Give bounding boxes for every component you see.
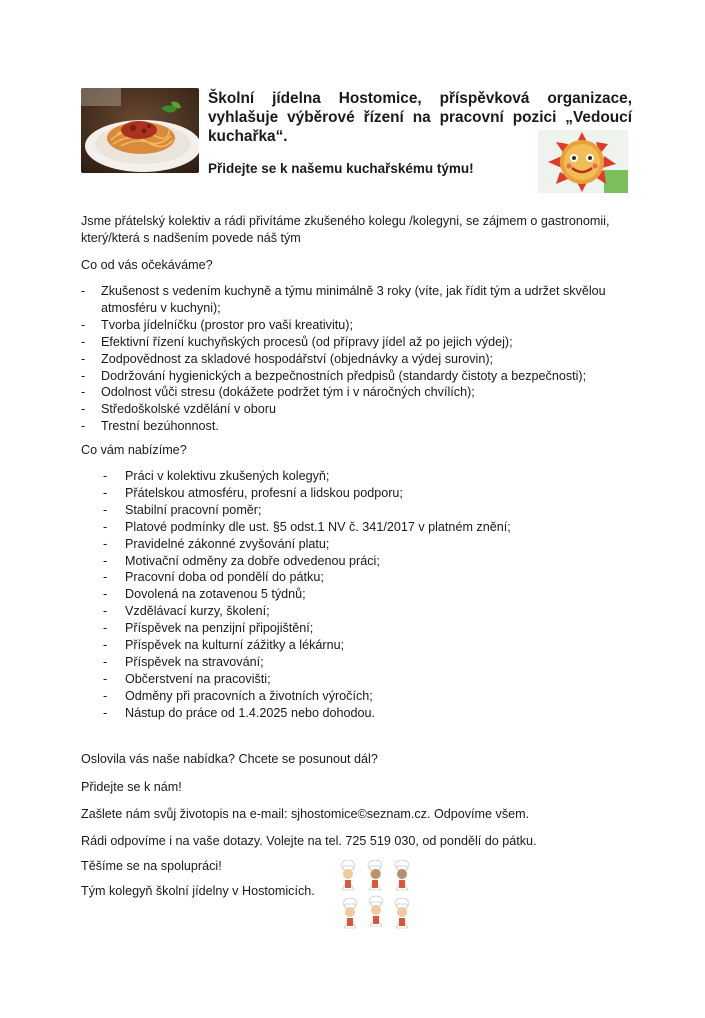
list-item: - Zodpovědnost za skladové hospodářství (objednávky a výdej surovin); [81, 351, 641, 368]
list-item: - Občerstvení na pracovišti; [101, 671, 621, 688]
list-item: - Motivační odměny za dobře odvedenou práci; [101, 553, 621, 570]
offer-heading: Co vám nabízíme? [81, 443, 187, 457]
list-item: - Přátelskou atmosféru, profesní a lidskou podporu; [101, 485, 621, 502]
list-item: - Platové podmínky dle ust. §5 odst.1 NV č. 341/2017 v platném znění; [101, 519, 621, 536]
list-item: - Pravidelné zákonné zvyšování platu; [101, 536, 621, 553]
list-item: - Tvorba jídelníčku (prostor pro vaši kreativitu); [81, 317, 641, 334]
closing-email: Zašlete nám svůj životopis na e-mail: sjhostomice©seznam.cz. Odpovíme všem. [81, 807, 530, 821]
closing-cooperation: Těšíme se na spolupráci! [81, 859, 222, 873]
list-item: - Práci v kolektivu zkušených kolegyň; [101, 468, 621, 485]
closing-phone: Rádi odpovíme i na vaše dotazy. Volejte na tel. 725 519 030, od pondělí do pátku. [81, 834, 537, 848]
list-item: - Stabilní pracovní poměr; [101, 502, 621, 519]
header-subtitle: Přidejte se k našemu kuchařskému týmu! [208, 161, 474, 176]
list-item: - Dovolená na zotavenou 5 týdnů; [101, 586, 621, 603]
list-item: - Středoškolské vzdělání v oboru [81, 401, 641, 418]
list-item: - Odměny při pracovních a životních výročích; [101, 688, 621, 705]
list-item: - Příspěvek na stravování; [101, 654, 621, 671]
closing-join: Přidejte se k nám! [81, 780, 182, 794]
list-item: - Trestní bezúhonnost. [81, 418, 641, 435]
spaghetti-plate-photo-icon [81, 88, 199, 173]
list-item: - Zkušenost s vedením kuchyně a týmu minimálně 3 roky (víte, jak řídit tým a udržet skvělou atmosféru v kuchyni); [81, 283, 641, 317]
chef-cartoon-group-icon [336, 860, 414, 932]
closing-signature: Tým kolegyň školní jídelny v Hostomicích. [81, 884, 315, 898]
header-title: Školní jídelna Hostomice, příspěvková organizace, vyhlašuje výběrové řízení na pracovní pozici „Vedoucí kuchařka“. [208, 90, 632, 145]
list-item: - Příspěvek na kulturní zážitky a lékárnu; [101, 637, 621, 654]
expectations-list [81, 283, 641, 435]
list-item: - Nástup do práce od 1.4.2025 nebo dohodou. [101, 705, 621, 722]
intro-text: Jsme přátelský kolektiv a rádi přivítáme zkušeného kolegu /kolegyni, se zájmem o gastronomii, který/která s nadšením povede náš tým [81, 214, 610, 245]
list-item: - Odolnost vůči stresu (dokážete podržet tým i v náročných chvílích); [81, 384, 641, 401]
list-item: - Pracovní doba od pondělí do pátku; [101, 569, 621, 586]
list-item: - Efektivní řízení kuchyňských procesů (od přípravy jídel až po jejich výdej); [81, 334, 641, 351]
offer-list [101, 468, 621, 722]
expectations-heading: Co od vás očekáváme? [81, 258, 213, 272]
list-item: - Příspěvek na penzijní připojištění; [101, 620, 621, 637]
sunny-face-pancake-photo-icon [538, 130, 628, 193]
list-item: - Dodržování hygienických a bezpečnostních předpisů (standardy čistoty a bezpečnosti); [81, 368, 641, 385]
list-item: - Vzdělávací kurzy, školení; [101, 603, 621, 620]
closing-question: Oslovila vás naše nabídka? Chcete se posunout dál? [81, 752, 378, 766]
